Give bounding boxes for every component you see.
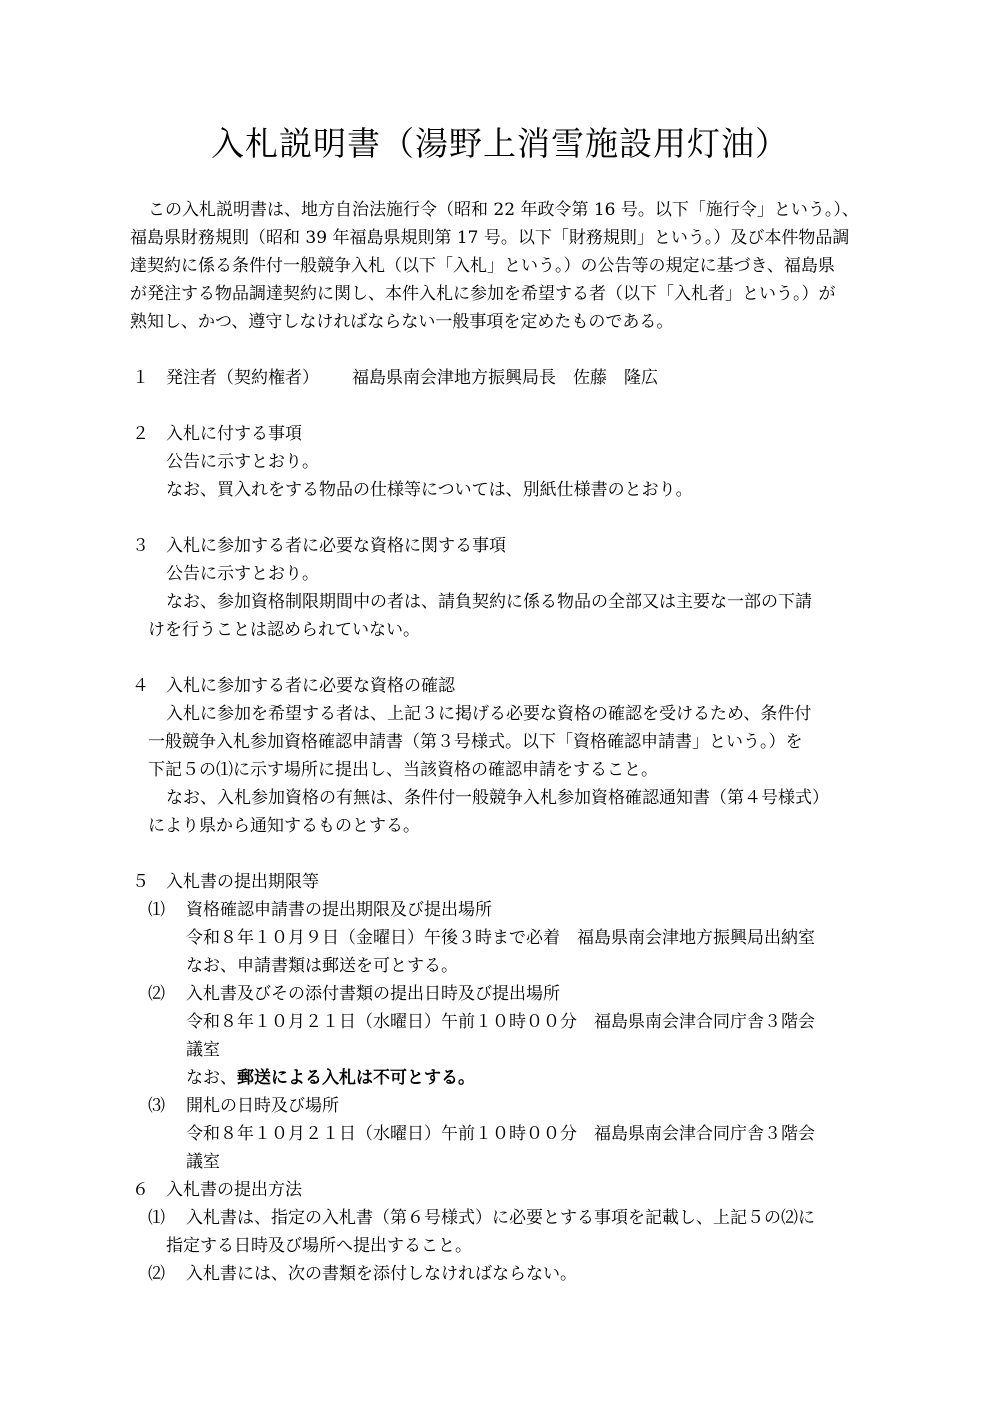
section-heading: 入札書の提出方法 — [166, 1180, 302, 1200]
body-line — [186, 1066, 475, 1090]
subsection-heading: 資格確認申請書の提出期限及び提出場所 — [186, 900, 492, 920]
subsection-number: ⑴ — [148, 1208, 165, 1228]
subsection-heading: 開札の日時及び場所 — [186, 1096, 339, 1116]
section-number: ６ — [132, 1180, 149, 1200]
body-line: 令和８年１０月２１日（水曜日）午前１０時００分 福島県南会津合同庁舎３階会 — [186, 1012, 815, 1032]
body-line: 下記５の⑴に示す場所に提出し、当該資格の確認申請をすること。 — [148, 760, 658, 780]
subsection-number: ⑶ — [148, 1096, 165, 1116]
section-heading: 入札書の提出期限等 — [166, 872, 319, 892]
subsection-number: ⑵ — [148, 1264, 165, 1284]
body-line: 議室 — [186, 1040, 220, 1060]
body-line: 指定する日時及び場所へ提出すること。 — [166, 1236, 472, 1256]
body-line: 入札書は、指定の入札書（第６号様式）に必要とする事項を記載し、上記５の⑵に — [186, 1208, 815, 1228]
body-line: 入札に参加を希望する者は、上記３に掲げる必要な資格の確認を受けるため、条件付 — [166, 704, 812, 724]
section-number: １ — [132, 368, 149, 388]
body-line: 一般競争入札参加資格確認申請書（第３号様式。以下「資格確認申請書」という。）を — [148, 732, 803, 752]
intro-line: 熟知し、かつ、遵守しなければならない一般事項を定めたものである。 — [130, 312, 674, 332]
body-line: なお、申請書類は郵送を可とする。 — [186, 956, 458, 976]
body-line: なお、買入れをする物品の仕様等については、別紙仕様書のとおり。 — [166, 480, 693, 500]
subsection-number: ⑵ — [148, 984, 165, 1004]
subsection-number: ⑴ — [148, 900, 165, 920]
section-number: ２ — [132, 424, 149, 444]
intro-line: 福島県財務規則（昭和 39 年福島県規則第 17 号。以下「財務規則」という。）及び本件物品調 — [130, 228, 850, 248]
body-line: 公告に示すとおり。 — [166, 452, 319, 472]
body-line: なお、参加資格制限期間中の者は、請負契約に係る物品の全部又は主要な一部の下請 — [166, 592, 812, 612]
section-heading: 発注者（契約権者） — [166, 368, 319, 388]
section-heading: 入札に参加する者に必要な資格に関する事項 — [166, 536, 506, 556]
body-line: 令和８年１０月２１日（水曜日）午前１０時００分 福島県南会津合同庁舎３階会 — [186, 1124, 815, 1144]
body-line: 公告に示すとおり。 — [166, 564, 319, 584]
body-line: 令和８年１０月９日（金曜日）午後３時まで必着 福島県南会津地方振興局出納室 — [186, 928, 815, 948]
body-line: により県から通知するものとする。 — [148, 816, 420, 836]
body-line: 議室 — [186, 1152, 220, 1172]
intro-line: 達契約に係る条件付一般競争入札（以下「入札」という。）の公告等の規定に基づき、福島県 — [130, 256, 835, 276]
bold-notice: 郵送による入札は不可とする。 — [237, 1068, 475, 1088]
section-number: ４ — [132, 676, 149, 696]
orderer-name: 福島県南会津地方振興局長 佐藤 隆広 — [352, 368, 658, 388]
section-heading: 入札に参加する者に必要な資格の確認 — [166, 676, 455, 696]
intro-line: が発注する物品調達契約に関し、本件入札に参加を希望する者（以下「入札者」という。）が — [130, 284, 836, 304]
section-number: ３ — [132, 536, 149, 556]
intro-line: この入札説明書は、地方自治法施行令（昭和 22 年政令第 16 号。以下「施行令」という。）、 — [148, 200, 859, 220]
body-line: なお、入札参加資格の有無は、条件付一般競争入札参加資格確認通知書（第４号様式） — [166, 788, 829, 808]
body-text: なお、 — [186, 1068, 237, 1088]
section-number: ５ — [132, 872, 149, 892]
subsection-heading: 入札書及びその添付書類の提出日時及び提出場所 — [186, 984, 560, 1004]
document-title: 入札説明書（湯野上消雪施設用灯油） — [211, 124, 789, 163]
body-line: 入札書には、次の書類を添付しなければならない。 — [186, 1264, 577, 1284]
section-heading: 入札に付する事項 — [166, 424, 302, 444]
body-line: けを行うことは認められていない。 — [148, 620, 420, 640]
